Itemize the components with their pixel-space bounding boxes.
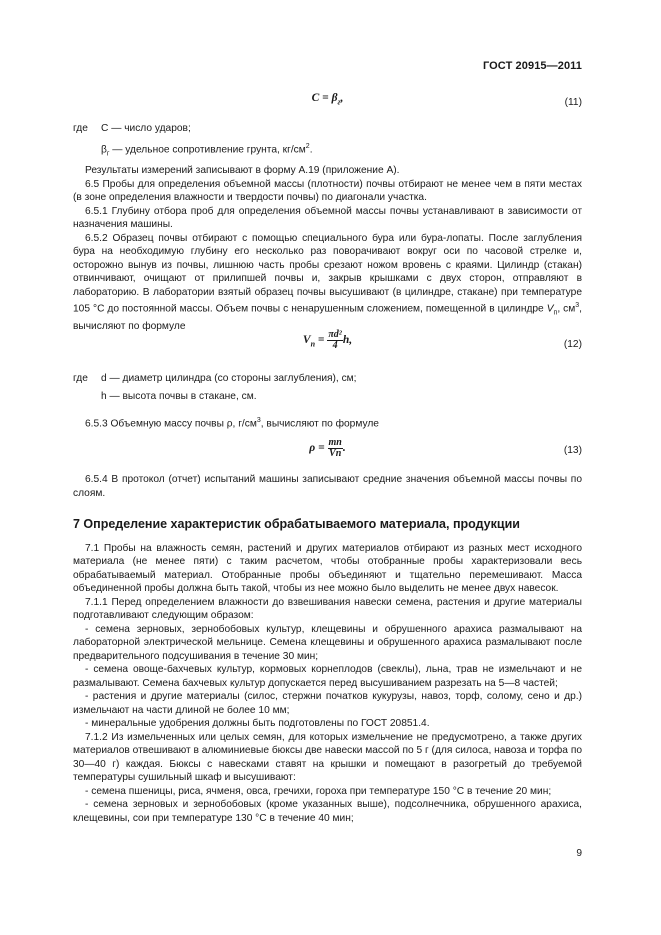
main-text-2 [73,414,582,431]
para-6-5-3: 6.5.3 Объемную массу почвы ρ, $г/см^3$, вычисляют по формуле [85,417,379,430]
where-label-2: где [73,373,88,384]
para-7-1-1: 7.1.1 Перед определением влажности до взвешивания навески семена, растения и другие материалы подготавливают следующим образом: [73,596,582,621]
list-item-plants: - растения и другие материалы (силос, стержни початков кукурузы, навоз, торф, солому, сено и др.) измельчают на части длиной не более 10 мм; [73,691,582,716]
list-item-fertilizer: - минеральные удобрения должны быть подготовлены по ГОСТ 20851.4. [85,718,430,729]
para-7-1: 7.1 Пробы на влажность семян, растений и других материалов отбирают из разных мест исходного материала (не менее пяти) с таким расчетом, чтобы отобранные пробы характеризовали весь обрабатываемый материал. Отобранные пробы объединяют и тщательно перемешивают. Масса объединенной пробы должна быть такой, чтобы из нее можно было выделить не менее двух навесок. [73,542,582,594]
document-header: ГОСТ 20915—2011 [482,60,582,72]
para-6-5: 6.5 Пробы для определения объемной массы (плотности) почвы отбирают не менее чем в пяти местах (в зоне определения влажности и твердости почвы) по диагонали участка. [73,178,582,203]
list-item-grain: - семена зерновых, зернобобовых культур, клещевины и обрушенного арахиса размалывают на лабораторной электрической мельнице. Семена клещевины и обрушенного арахиса размалывают после предварительного подсушивания в течение 30 мин; [73,623,582,662]
main-text-3 [73,473,582,825]
formula-13-number: (13) [563,445,582,456]
where-label: где [73,123,88,134]
list-item-vegetable: - семена овоще-бахчевых культур, кормовых корнеплодов (свеклы), льна, трав не измельчают и не размалывают. Семена бахчевых культур допускается перед высушиванием разрезать на 5—8 частей; [73,664,582,689]
para-6-5-4: 6.5.4 В протокол (отчет) испытаний машины записывают средние значения объемной массы почвы по слоям. [73,474,582,499]
def-c: C — число ударов; [101,123,191,134]
def-beta: $\beta_г$ — удельное сопротивление грунта, $кг/см^2$. [101,142,313,157]
formula-13-expr: ρ = $\frac{mп}{Vп}$ . [309,437,346,459]
formula-11-expr: $C = \beta_г$, [311,92,344,107]
para-6-5-1: 6.5.1 Глубину отбора проб для определения объемной массы почвы устанавливают в зависимости от назначения машины. [73,205,582,230]
para-7-1-2: 7.1.2 Из измельченных или целых семян, для которых измельчение не предусмотрено, а также других материалов отвешивают в алюминиевые бюксы две навески массой по 5 г (для силоса, навоза и торфа по 30—40 г) каждая. Бюксы с навесками ставят на крышки и помещают в разогретый до требуемой температуры сушильный шкаф и высушивают: [73,731,582,783]
list-item-wheat: - семена пшеницы, риса, ячменя, овса, гречихи, гороха при температуре 150 °C в течение 20 мин; [85,785,552,797]
para-6-5-2: 6.5.2 Образец почвы отбирают с помощью специального бура или бура-лопаты. После заглубления бура на необходимую глубину его несколько раз поворачивают вокруг оси по часовой стрелке и, осторожно вынув из почвы, лишнюю часть пробы срезают ножом вровень с краями. Цилиндр (стакан) отвинчивают, очищают от прилипшей почвы и, закрыв крышками с двух сторон, отправляют в лабораторию. В лаборатории взятый образец почвы высушивают (в цилиндре, стакане) при температуре 105 °C до постоянной массы. Объем почвы с ненарушенным сложением, помещенной в цилиндре $V_п$, $см^3$, вычисляют по формуле [73,232,583,332]
formula-13 [73,437,582,466]
def-d: d — диаметр цилиндра (со стороны заглубления), см; [101,373,357,384]
formula-12-expr: $V_п$ = $\frac{\text{πd²}}{4}$ h, [302,329,353,351]
where-block-2 [73,372,582,403]
where-block-1 [73,122,582,160]
def-h: h — высота почвы в стакане, см. [101,390,257,402]
formula-12 [73,329,582,360]
section-7-heading: 7 Определение характеристик обрабатываемого материала, продукции [73,517,520,531]
main-text-1 [73,164,582,333]
formula-11-number: (11) [564,97,582,108]
page-number: 9 [576,848,582,859]
formula-12-number: (12) [563,339,582,350]
list-item-other-seeds: - семена зерновых и зернобобовых (кроме указанных выше), подсолнечника, обрушенного арахиса, клещевины, сои при температуре 130 °C в течение 40 мин; [73,799,582,824]
formula-11 [73,92,582,118]
para-results: Результаты измерений записывают в форму А.19 (приложение А). [85,165,400,176]
